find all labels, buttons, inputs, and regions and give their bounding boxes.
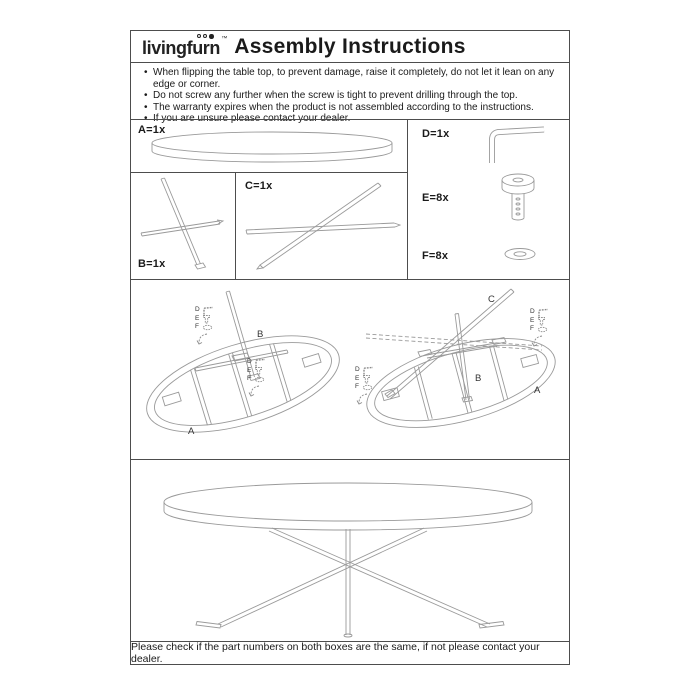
assembled-table-illustration (160, 466, 540, 641)
bolt-mini-icon (537, 316, 546, 326)
warning-item (131, 102, 569, 114)
callout-letter-e: E (530, 316, 535, 324)
step2-label-a: A (534, 385, 541, 396)
callout-letter-e: E (247, 366, 252, 374)
fastener-callout (355, 366, 383, 410)
part-d-label: D=1x (422, 128, 450, 140)
bullet-icon: • (144, 101, 148, 113)
bullet-icon: • (144, 90, 148, 101)
washer-mini-icon (254, 376, 265, 383)
part-c-label: C=1x (245, 180, 273, 192)
warning-text: Do not screw any further when the screw is tight to prevent drilling through the top. (153, 90, 518, 101)
callout-letter-d: D (247, 358, 252, 366)
warning-text: The warranty expires when the product is not assembled according to the instructions. (153, 101, 534, 113)
footer-note-box (130, 641, 570, 665)
callout-letter-e: E (355, 374, 360, 382)
callout-letter-f: F (247, 375, 251, 383)
allen-key-illustration (478, 124, 552, 166)
header (131, 31, 569, 62)
washer-illustration (500, 246, 540, 264)
callout-letter-d: D (530, 308, 535, 316)
callout-letter-f: F (355, 383, 359, 391)
fastener-callout (195, 306, 223, 350)
hardware-box (408, 120, 569, 279)
bullet-icon: • (144, 67, 148, 78)
warning-text: If you are unsure please contact your dealer. (153, 113, 351, 124)
trademark-symbol: ™ (221, 36, 227, 42)
part-f-label: F=8x (422, 250, 449, 262)
bolt-illustration (494, 170, 542, 224)
page-title: Assembly Instructions (234, 35, 466, 58)
warning-text: When flipping the table top, to prevent damage, raise it completely, do not let it lean on any edge or corner. (153, 67, 555, 90)
pointer-arrow-icon (247, 385, 261, 397)
bolt-mini-icon (202, 314, 211, 324)
part-e-label: E=8x (422, 192, 449, 204)
step2-label-c: C (488, 294, 495, 305)
part-a-illustration (131, 120, 407, 171)
step1-label-b: B (257, 329, 264, 340)
bullet-icon: • (144, 113, 148, 124)
pointer-arrow-icon (355, 393, 369, 405)
parts-overview (131, 119, 569, 279)
callout-letter-d: D (195, 306, 200, 314)
callout-letter-f: F (530, 325, 534, 333)
parts-left-column (131, 120, 408, 279)
step1-label-a: A (188, 426, 195, 437)
pointer-arrow-icon (530, 335, 544, 347)
step2-label-b: B (475, 373, 482, 384)
part-a-label: A=1x (138, 124, 166, 136)
part-b-label: B=1x (138, 258, 166, 270)
brand-logo-text: livingfurn (142, 38, 220, 58)
fastener-callout (247, 358, 275, 402)
assembly-steps (131, 279, 569, 459)
part-b-box (131, 173, 236, 279)
bolt-mini-icon (362, 374, 371, 384)
footer-note-text: Please check if the part numbers on both boxes are the same, if not please contact your dealer. (131, 641, 540, 665)
pointer-arrow-icon (195, 333, 209, 345)
callout-letter-d: D (355, 366, 360, 374)
washer-mini-icon (202, 324, 213, 331)
washer-mini-icon (362, 384, 373, 391)
part-a-box (131, 120, 407, 172)
fastener-callout (530, 308, 558, 352)
instruction-sheet (130, 30, 570, 642)
finished-product (131, 459, 569, 641)
warning-list (131, 62, 569, 124)
callout-letter-e: E (195, 314, 200, 322)
callout-letter-f: F (195, 323, 199, 331)
warning-item (131, 90, 569, 102)
warning-item (131, 67, 569, 90)
washer-mini-icon (537, 326, 548, 333)
bolt-mini-icon (254, 366, 263, 376)
part-c-box (236, 173, 407, 279)
